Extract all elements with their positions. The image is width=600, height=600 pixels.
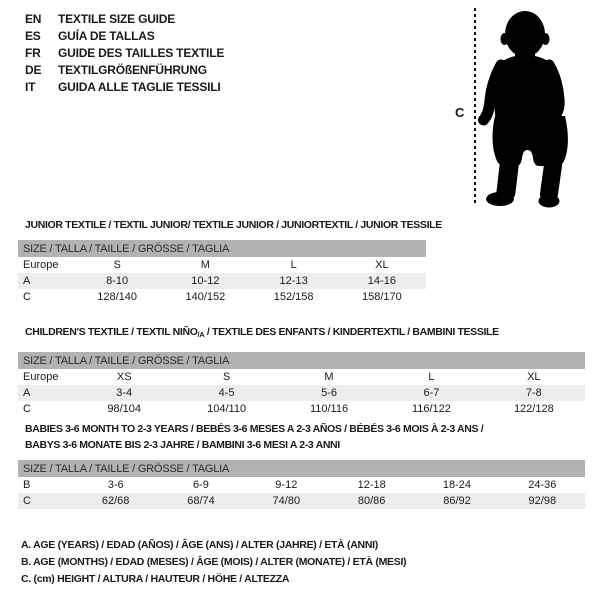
height-marker-label: C (455, 105, 465, 120)
row-cell: 86/92 (443, 495, 471, 507)
row-cell: M (200, 259, 210, 271)
language-title: GUIDA ALLE TAGLIE TESSILI (58, 80, 221, 94)
language-row (25, 28, 224, 45)
row-cell: XL (375, 259, 389, 271)
table-title-text: / TEXTILE DES ENFANTS / KINDERTEXTIL / BAMBINI TESSILE (204, 326, 499, 338)
size-table (18, 352, 585, 417)
row-cell: 116/122 (411, 403, 451, 415)
row-cell: 152/158 (273, 291, 314, 303)
row-cell: XL (527, 371, 541, 383)
row-cell: 3-4 (116, 387, 133, 399)
footnote: A. AGE (YEARS) / EDAD (AÑOS) / ÂGE (ANS) / ALTER (JAHRE) / ETÀ (ANNI) (21, 539, 378, 551)
row-cell: 92/98 (528, 495, 557, 507)
size-header-bar: SIZE / TALLA / TAILLE / GRÖSSE / TAGLIA (18, 240, 426, 257)
size-header-bar: SIZE / TALLA / TAILLE / GRÖSSE / TAGLIA (18, 460, 585, 477)
row-cell: 14-16 (367, 275, 396, 287)
row-cell: 6-9 (193, 479, 209, 491)
size-header-bar: SIZE / TALLA / TAILLE / GRÖSSE / TAGLIA (18, 352, 585, 369)
row-cell: 3-6 (107, 479, 124, 491)
row-cell: 74/80 (272, 495, 301, 507)
footnote: C. (cm) HEIGHT / ALTURA / HAUTEUR / HÖHE / ALTEZZA (21, 573, 290, 585)
row-cell: 140/152 (185, 291, 226, 303)
table-title-line (25, 217, 442, 233)
row-cell: 9-12 (275, 479, 298, 491)
table-row (18, 369, 585, 385)
table-row (18, 273, 426, 289)
row-cell: 5-6 (321, 387, 337, 399)
table-title (18, 421, 585, 453)
row-label: C (23, 403, 31, 415)
row-label: A (23, 275, 31, 287)
table-row (18, 289, 426, 305)
row-label: A (23, 387, 31, 399)
row-cell: 68/74 (187, 495, 215, 507)
language-code: FR (25, 46, 41, 60)
row-label: C (23, 495, 31, 507)
row-cell: S (113, 259, 121, 271)
row-cell: 18-24 (442, 479, 472, 491)
language-title: GUIDE DES TAILLES TEXTILE (58, 46, 225, 60)
table-row (18, 401, 585, 417)
row-label: B (23, 479, 31, 491)
height-measure-dashline (474, 8, 476, 206)
row-cell: S (222, 371, 231, 383)
table-title (18, 217, 442, 233)
language-code: EN (25, 12, 42, 26)
row-cell: 6-7 (423, 387, 440, 399)
table-title-line (25, 437, 585, 453)
row-label: C (23, 291, 31, 303)
row-cell: 12-13 (279, 275, 308, 287)
row-label: Europe (23, 371, 59, 383)
table-title-line (25, 421, 585, 437)
size-table (18, 460, 585, 509)
junior-textile-section (18, 217, 442, 305)
table-row (18, 257, 426, 273)
footnotes (21, 537, 406, 588)
language-code: IT (25, 80, 36, 94)
table-row (18, 477, 585, 493)
row-cell: 24-36 (528, 479, 557, 491)
row-cell: L (428, 371, 435, 383)
language-guide (25, 11, 224, 96)
childrens-textile-section (18, 324, 585, 417)
row-cell: 62/68 (101, 495, 130, 507)
table-row (18, 385, 585, 401)
language-code: ES (25, 29, 41, 43)
table-title-text: /A (197, 330, 205, 339)
table-title (18, 324, 585, 343)
row-cell: 158/170 (361, 291, 402, 303)
row-cell: 104/110 (207, 403, 247, 415)
language-row (25, 45, 224, 62)
table-title-text: BABYS 3-6 MONATE BIS 2-3 JAHRE / BAMBINI 3-6 MESI A 2-3 ANNI (25, 439, 340, 451)
table-title-line (25, 324, 585, 343)
table-title-text: CHILDREN'S TEXTILE / TEXTIL NIÑO (25, 326, 198, 338)
row-cell: 10-12 (191, 275, 220, 287)
language-code: DE (25, 63, 42, 77)
toddler-silhouette-icon (478, 8, 588, 210)
row-cell: 8-10 (106, 275, 129, 287)
row-cell: 122/128 (513, 403, 554, 415)
row-cell: L (290, 259, 297, 271)
row-cell: 98/104 (107, 403, 142, 415)
row-cell: M (324, 371, 334, 383)
babies-textile-section (18, 421, 585, 509)
row-cell: 12-18 (357, 479, 386, 491)
row-cell: 4-5 (218, 387, 235, 399)
row-cell: 7-8 (525, 387, 542, 399)
row-cell: 128/140 (97, 291, 137, 303)
language-row (25, 79, 224, 96)
row-cell: 80/86 (357, 495, 386, 507)
table-title-text: BABIES 3-6 MONTH TO 2-3 YEARS / BEBÉS 3-6 MESES A 2-3 AÑOS / BÉBÉS 3-6 MOIS À 2-3 ANS / (25, 423, 484, 435)
language-title: GUÍA DE TALLAS (58, 29, 155, 43)
row-cell: XS (116, 371, 132, 383)
row-label: Europe (23, 259, 59, 271)
language-title: TEXTILGRÖßENFÜHRUNG (58, 63, 207, 77)
language-row (25, 62, 224, 79)
language-row (25, 11, 224, 28)
footnote: B. AGE (MONTHS) / EDAD (MESES) / ÂGE (MOIS) / ALTER (MONATE) / ETÀ (MESI) (21, 556, 407, 568)
table-title-text: JUNIOR TEXTILE / TEXTIL JUNIOR/ TEXTILE JUNIOR / JUNIORTEXTIL / JUNIOR TESSILE (25, 219, 442, 231)
row-cell: 110/116 (309, 403, 349, 415)
size-table (18, 240, 426, 305)
language-title: TEXTILE SIZE GUIDE (58, 12, 176, 26)
table-row (18, 493, 585, 509)
